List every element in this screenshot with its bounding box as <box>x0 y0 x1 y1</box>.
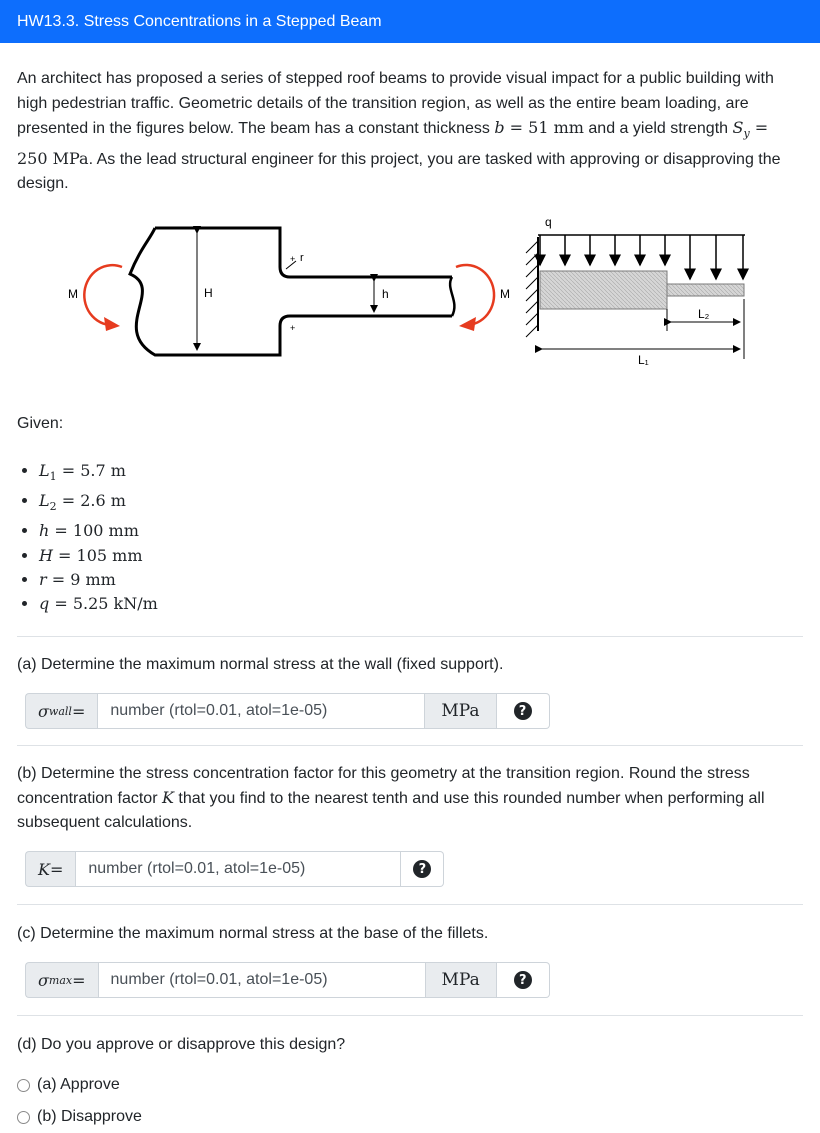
page-title: HW13.3. Stress Concentrations in a Stepped Beam <box>17 12 382 30</box>
right-moment-label: M <box>500 286 510 301</box>
right-moment-arrowhead <box>459 317 476 331</box>
wall-subscript: wall <box>48 704 72 718</box>
given-sym: q <box>39 594 50 614</box>
help-button[interactable] <box>401 851 444 887</box>
unit-mpa-label: MPa <box>426 962 497 998</box>
max-subscript: max <box>48 973 73 987</box>
part-c-input-group <box>25 962 803 998</box>
H-label: H <box>204 285 213 300</box>
sigma-symbol: σ <box>38 970 49 990</box>
disapprove-radio[interactable] <box>17 1111 30 1124</box>
sigma-wall-label <box>25 693 97 729</box>
sy-subscript: y <box>743 127 750 141</box>
k-symbol: K <box>161 788 174 808</box>
given-val: = 2.6 m <box>56 491 126 511</box>
wall-hatching <box>526 241 538 337</box>
given-sym: L <box>39 491 50 511</box>
beam-outline <box>130 228 452 355</box>
b-symbol: b <box>494 118 505 137</box>
plus-marker-bottom: + <box>290 322 296 333</box>
part-c-question: (c) Determine the maximum normal stress at the base of the fillets. <box>17 925 489 943</box>
given-val: = 9 mm <box>46 569 116 589</box>
intro-text-1: An architect has proposed a series of stepped roof beams to provide visual impact for a public building with high pedestrian traffic. Geometric details of the transition region, as well as the entire beam loading, are presented in the figures below. The beam has a constant thickness <box>17 70 774 137</box>
intro-text-3: . As the lead structural engineer for this project, you are tasked with approving or disapproving the design. <box>17 150 781 193</box>
part-d-question: (d) Do you approve or disapprove this design? <box>17 1036 346 1054</box>
L1-label: L₁ <box>638 352 649 367</box>
right-moment-arc <box>456 265 494 325</box>
part-b-text-1: (b) Determine the stress concentration factor for this geometry at the transition region. Round the stress concentration factor <box>17 765 750 808</box>
given-sym: L <box>39 460 50 480</box>
approve-radio[interactable] <box>17 1079 30 1092</box>
given-sym: r <box>39 569 47 589</box>
beam-thick-segment <box>540 271 667 309</box>
L2-label: L₂ <box>698 306 710 321</box>
h-label: h <box>382 286 389 301</box>
load-q-label: q <box>545 214 552 229</box>
divider <box>17 904 803 905</box>
k-input[interactable]: number (rtol=0.01, atol=1e-05) <box>75 851 401 887</box>
divider <box>17 636 803 637</box>
given-val: = 5.7 m <box>56 460 126 480</box>
equals-sign: = <box>72 970 86 990</box>
intro-text-2: and a yield strength <box>583 120 733 137</box>
b-value: = 51 mm <box>504 118 584 137</box>
given-sub: 1 <box>49 469 57 483</box>
given-item <box>39 568 803 592</box>
equals-sign: = <box>49 859 64 879</box>
sigma-max-input[interactable]: number (rtol=0.01, atol=1e-05) <box>98 962 426 998</box>
divider <box>17 1015 803 1016</box>
given-val: = 105 mm <box>52 545 143 565</box>
plus-marker-top: + <box>290 253 296 264</box>
k-label <box>25 851 75 887</box>
sigma-max-label <box>25 962 98 998</box>
given-val: = 100 mm <box>49 521 139 541</box>
divider <box>17 745 803 746</box>
given-sym: h <box>39 521 50 541</box>
left-moment-arc <box>84 265 122 325</box>
disapprove-label: (b) Disapprove <box>37 1108 142 1126</box>
left-moment-label: M <box>68 286 78 301</box>
equals-sign: = <box>71 701 86 721</box>
sigma-wall-input[interactable]: number (rtol=0.01, atol=1e-05) <box>97 693 425 729</box>
part-b-question <box>17 762 803 835</box>
beam-break-line <box>450 277 454 316</box>
given-val: = 5.25 kN/m <box>49 594 158 614</box>
sigma-symbol: σ <box>38 701 49 721</box>
approval-radio-group <box>17 1069 803 1133</box>
approve-option[interactable] <box>17 1069 803 1101</box>
sy-symbol: S <box>732 118 744 137</box>
part-b-text-2: that you find to the nearest tenth and use this rounded number when performing all subsequent calculations. <box>17 790 765 832</box>
help-button[interactable] <box>497 962 550 998</box>
given-list <box>17 459 803 617</box>
disapprove-option[interactable] <box>17 1101 803 1133</box>
question-icon: ? <box>514 702 532 720</box>
given-item <box>39 459 803 489</box>
unit-mpa-label: MPa <box>425 693 496 729</box>
help-button[interactable] <box>497 693 550 729</box>
question-icon: ? <box>514 971 532 989</box>
left-moment-arrowhead <box>104 317 120 331</box>
part-a-question: (a) Determine the maximum normal stress at the wall (fixed support). <box>17 656 504 674</box>
thickness-expression <box>494 118 584 137</box>
given-item <box>39 592 803 616</box>
figure-svg <box>17 209 803 399</box>
given-item <box>39 519 803 543</box>
problem-statement <box>17 67 803 197</box>
part-b-input-group <box>25 851 803 887</box>
beam-thin-segment <box>667 284 744 296</box>
beam-figure <box>17 209 803 399</box>
sy-value: = 250 MPa <box>17 118 769 168</box>
r-label: r <box>300 251 304 264</box>
part-a-input-group <box>25 693 803 729</box>
given-label: Given: <box>17 414 64 432</box>
approve-label: (a) Approve <box>37 1076 120 1094</box>
given-item <box>39 544 803 568</box>
given-sym: H <box>39 545 53 565</box>
question-icon: ? <box>413 860 431 878</box>
given-item <box>39 489 803 519</box>
page-header <box>0 0 820 43</box>
given-sub: 2 <box>49 500 57 514</box>
k-label-symbol: K <box>38 859 50 879</box>
